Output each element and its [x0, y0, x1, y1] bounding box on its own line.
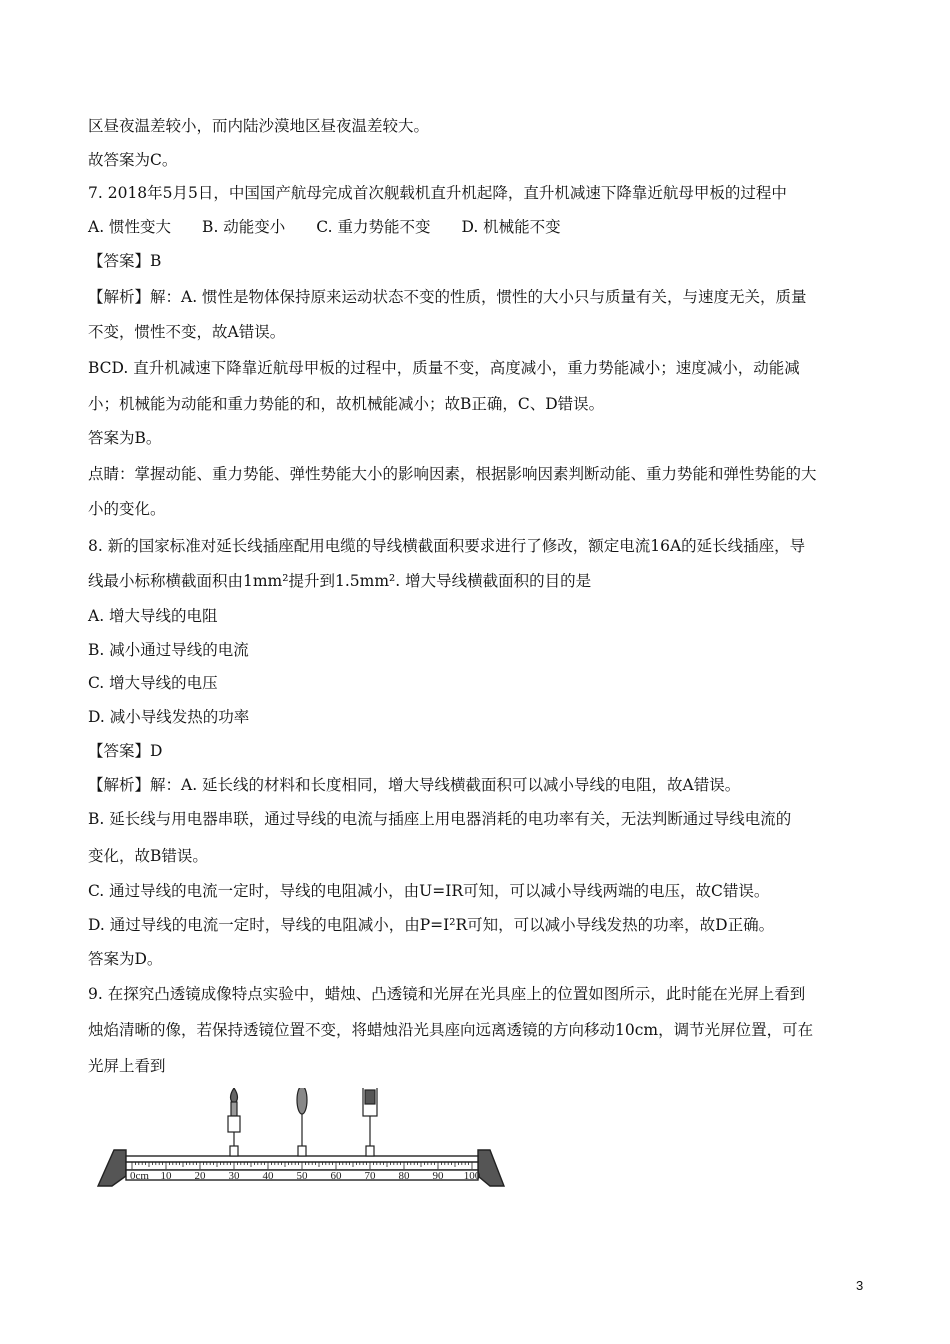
text-line: BCD. 直升机减速下降靠近航母甲板的过程中，质量不变，高度减小，重力势能减小；速度减小，动能减: [88, 359, 800, 377]
page-number: 3: [856, 1278, 864, 1293]
scale-label: 100: [463, 1170, 481, 1182]
question-8-option-b: B. 减小通过导线的电流: [88, 641, 249, 659]
text-line: D. 通过导线的电流一定时，导线的电阻减小，由P=I²R可知，可以减小导线发热的功率，故D正确。: [88, 916, 775, 934]
text-line: B. 延长线与用电器串联，通过导线的电流与插座上用电器消耗的电功率有关，无法判断通过导线电流的: [88, 810, 792, 828]
question-9: 9. 在探究凸透镜成像特点实验中，蜡烛、凸透镜和光屏在光具座上的位置如图所示，此时能在光屏上看到: [88, 985, 806, 1003]
comment-7: 点睛：掌握动能、重力势能、弹性势能大小的影响因素，根据影响因素判断动能、重力势能和弹性势能的大: [88, 465, 817, 483]
question-8-option-c: C. 增大导线的电压: [88, 674, 218, 692]
scale-label: 10: [160, 1170, 172, 1182]
scale-label: 70: [364, 1170, 376, 1182]
text-line: 小的变化。: [88, 500, 166, 518]
text-line: 变化，故B错误。: [88, 847, 208, 865]
answer-8: 【答案】D: [88, 742, 163, 760]
text-line: 烛焰清晰的像，若保持透镜位置不变，将蜡烛沿光具座向远离透镜的方向移动10cm，调节光屏位置，可在: [88, 1021, 814, 1039]
scale-label: 50: [296, 1170, 308, 1182]
analysis-7: 【解析】解：A. 惯性是物体保持原来运动状态不变的性质，惯性的大小只与质量有关，与速度无关，质量: [88, 288, 807, 306]
optical-bench-figure: [92, 1088, 512, 1198]
scale-label: 80: [398, 1170, 410, 1182]
text-line: 线最小标称横截面积由1mm²提升到1.5mm². 增大导线横截面积的目的是: [88, 572, 592, 590]
question-7: 7. 2018年5月5日，中国国产航母完成首次舰载机直升机起降，直升机减速下降靠近航母甲板的过程中: [88, 184, 787, 202]
scale-label: 40: [262, 1170, 274, 1182]
scale-label: 60: [330, 1170, 342, 1182]
text-line: 小；机械能为动能和重力势能的和，故机械能减小；故B正确，C、D错误。: [88, 395, 605, 413]
text-line: 区昼夜温差较小，而内陆沙漠地区昼夜温差较大。: [88, 117, 430, 135]
text-line: 不变，惯性不变，故A错误。: [88, 323, 286, 341]
scale-label: 30: [228, 1170, 240, 1182]
scale-label: 20: [194, 1170, 206, 1182]
right-support: [478, 1150, 504, 1186]
text-line: 答案为B。: [88, 429, 162, 447]
text-line: C. 通过导线的电流一定时，导线的电阻减小，由U=IR可知，可以减小导线两端的电压，故C错误。: [88, 882, 770, 900]
question-8-option-d: D. 减小导线发热的功率: [88, 708, 250, 726]
question-8-option-a: A. 增大导线的电阻: [88, 607, 218, 625]
left-support: [98, 1150, 126, 1186]
scale-label: 0cm: [130, 1170, 149, 1182]
candle: [228, 1088, 240, 1156]
text-line: 答案为D。: [88, 950, 163, 968]
scale-label: 90: [432, 1170, 444, 1182]
question-8: 8. 新的国家标准对延长线插座配用电缆的导线横截面积要求进行了修改，额定电流16A的延长线插座，导: [88, 537, 806, 555]
answer-7: 【答案】B: [88, 252, 162, 270]
analysis-8: 【解析】解：A. 延长线的材料和长度相同，增大导线横截面积可以减小导线的电阻，故A错误。: [88, 776, 741, 794]
light-screen: [363, 1088, 377, 1156]
convex-lens: [297, 1088, 307, 1156]
question-7-options: A. 惯性变大 B. 动能变小 C. 重力势能不变 D. 机械能不变: [88, 218, 561, 236]
text-line: 故答案为C。: [88, 151, 178, 169]
text-line: 光屏上看到: [88, 1057, 166, 1075]
